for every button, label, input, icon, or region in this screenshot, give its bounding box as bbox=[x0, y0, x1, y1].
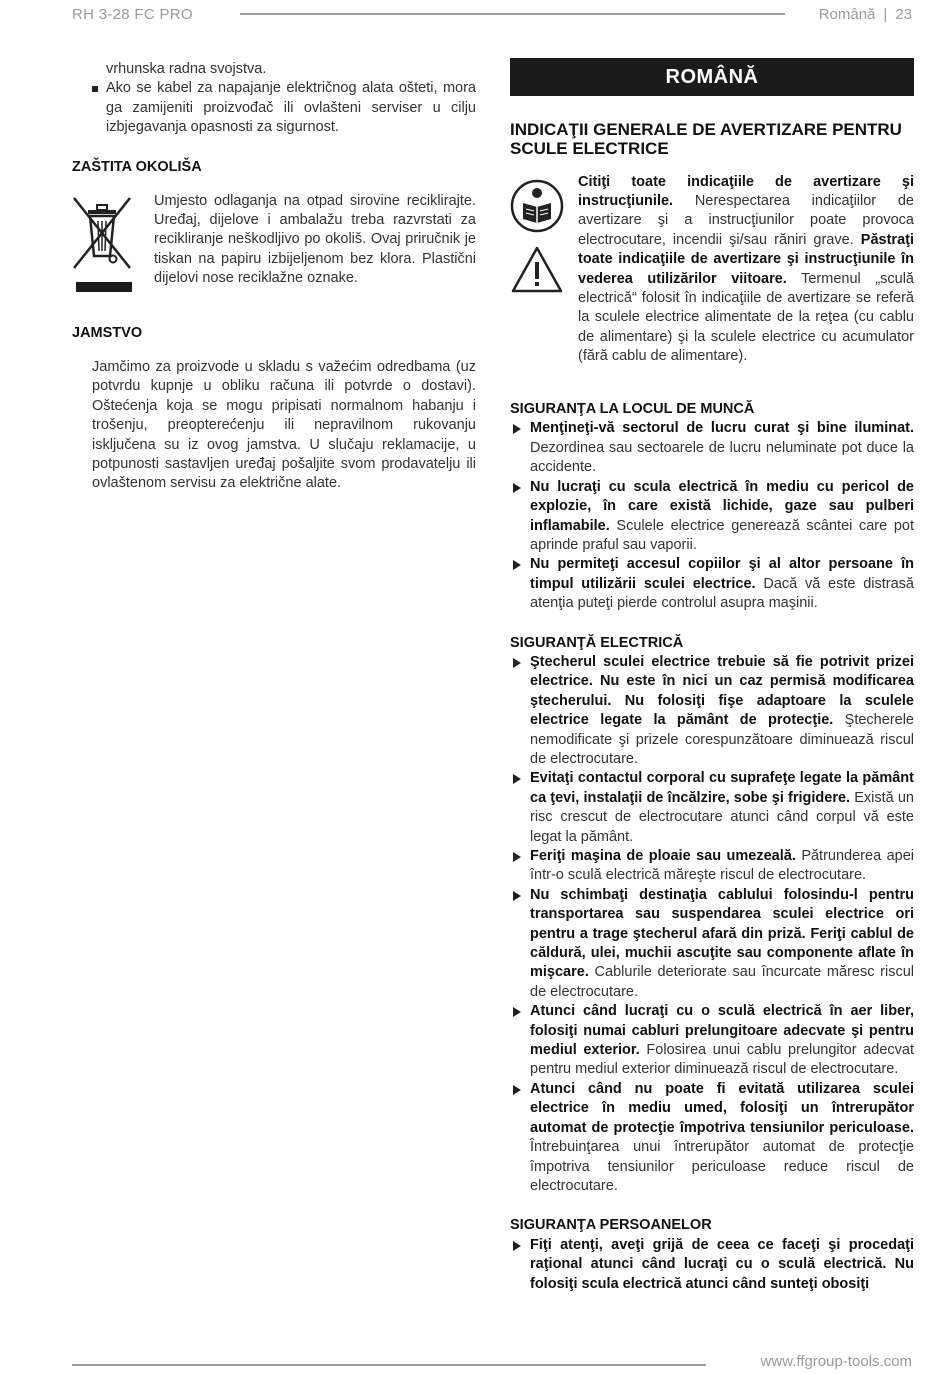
item-text: Dezordinea sau sectoarele de lucru neluminate pot duce la accidente. bbox=[530, 439, 914, 476]
warning-text bbox=[578, 173, 914, 367]
read-manual-icon bbox=[510, 179, 564, 233]
item-bold: Feriţi maşina de ploaie sau umezeală. bbox=[530, 848, 796, 864]
item-bold: Nu permiteţi accesul copiilor şi al altor persoane în timpul utilizării sculei electrice. bbox=[530, 556, 914, 592]
warning-icons bbox=[510, 179, 564, 302]
triangle-bullet-icon bbox=[513, 424, 521, 434]
list-item bbox=[530, 419, 914, 477]
list-item bbox=[106, 79, 476, 137]
item-bold: Evitaţi contactul corporal cu suprafeţe legate la pământ ca ţevi, instalaţii de încălzire, sobe şi frigidere. bbox=[530, 770, 914, 806]
item-text: Ştecherele nemodificate şi prizele corespunzătoare diminuează riscul de electrocutare. bbox=[530, 712, 914, 767]
item-bold: Nu lucraţi cu scula electrică în mediu cu pericol de explozie, în care există lichide, gaze sau pulberi inflamabile. bbox=[530, 478, 914, 534]
triangle-bullet-icon bbox=[513, 891, 521, 901]
right-column bbox=[510, 58, 914, 1294]
general-warning bbox=[510, 173, 914, 367]
env-text: Umjesto odlaganja na otpad sirovine reciklirajte. Uređaj, dijelove i ambalažu treba razvrstati za recikliranje neškodljivo po okoliš. Ovaj priručnik je tiskan na papiru izbijeljenom bez klora. Plastični dijelovi nose reciklažne oznake. bbox=[154, 192, 476, 287]
item-text: Pătrunderea apei într-o sculă electrică măreşte riscul de electrocutare. bbox=[530, 848, 915, 884]
list-item bbox=[530, 1080, 914, 1196]
language-banner: ROMÂNĂ bbox=[510, 58, 914, 96]
triangle-bullet-icon bbox=[513, 1085, 521, 1095]
personal-safety-list bbox=[510, 1236, 914, 1294]
list-item bbox=[530, 555, 914, 613]
square-bullet-icon bbox=[92, 86, 98, 92]
item-bold: Ştecherul sculei electrice trebuie să fie potrivit prizei electrice. Nu este în nici un caz permisă modificarea ştecherului. Nu folosiţi fişe adaptoare la sculele electrice legate la pământ de protecţie. bbox=[530, 653, 914, 729]
item-text: Întrebuinţarea unui întrerupător automat de protecţie împotriva tensiunilor periculoase reduce riscul de electrocutare. bbox=[530, 1139, 914, 1194]
env-title: ZAŠTITA OKOLIŠA bbox=[72, 158, 202, 175]
list-item bbox=[530, 769, 914, 847]
item-text: Sculele electrice generează scântei care pot aprinde praful sau vaporii. bbox=[530, 517, 914, 553]
left-column bbox=[72, 60, 476, 508]
guarantee-text: Jamčimo za proizvode u skladu s važećim odredbama (uz potvrdu kupnje u obliku računa ili potvrde o dostavi). Oštećenja koja se mogu pripisati normalnom habanju i trošenju, preopterećenju ili nepravilnom rukovanju isključena su iz ovog jamstva. U slučaju reklamacije, u potpunosti sastavljen uređaj pošaljite svom prodavatelju ili ovlaštenom servisu za električne alate. bbox=[92, 358, 476, 492]
triangle-bullet-icon bbox=[513, 774, 521, 784]
electrical-safety-title: SIGURANŢĂ ELECTRICĂ bbox=[510, 634, 684, 651]
warning-text-1: Nerespectarea indicaţiilor de avertizare şi a instrucţiunilor poate provoca electrocutare, incendii şi/sau răniri grave. bbox=[578, 192, 914, 248]
item-bold: Nu schimbaţi destinaţia cablului folosindu-l pentru transportarea sau suspendarea sculei electrice ori pentru a trage ştecherul afară din priză. Feriţi cablul de căldură, ulei, muchii ascuţite sau componente aflate în mişcare. bbox=[530, 886, 914, 981]
triangle-bullet-icon bbox=[513, 852, 521, 862]
warning-triangle-icon bbox=[510, 245, 564, 295]
item-bold: Atunci când nu poate fi evitată utilizarea sculei electrice în mediu umed, folosiţi un întrerupător automat de protecţie împotriva tensiunilor periculoase. bbox=[530, 1080, 914, 1136]
personal-safety-title: SIGURANŢA PERSOANELOR bbox=[510, 1217, 712, 1234]
header-model: RH 3-28 FC PRO bbox=[72, 6, 193, 23]
list-item bbox=[530, 653, 914, 769]
weee-bin-icon bbox=[72, 196, 132, 292]
item-text: Există un risc crescut de electrocutare atunci când corpul vă este legat la pământ. bbox=[530, 789, 915, 845]
left-bullet-list bbox=[72, 79, 476, 137]
triangle-bullet-icon bbox=[513, 658, 521, 668]
list-item bbox=[530, 886, 914, 1002]
item-text: Folosirea unui cablu prelungitor adecvat pentru mediul exterior diminuează riscul de electrocutare. bbox=[530, 1042, 914, 1078]
bullet-text: Ako se kabel za napajanje električnog alata ošteti, mora ga zamijeniti proizvođač ili ovlašteni serviser u cilju izbjegavanja opasnosti za sigurnost. bbox=[106, 80, 476, 136]
triangle-bullet-icon bbox=[513, 483, 521, 493]
triangle-bullet-icon bbox=[513, 560, 521, 570]
header-separator: | bbox=[883, 6, 888, 23]
page-number: 23 bbox=[895, 6, 912, 23]
footer-rule bbox=[72, 1364, 706, 1366]
work-safety-list bbox=[510, 419, 914, 613]
env-section bbox=[72, 192, 476, 289]
triangle-bullet-icon bbox=[513, 1241, 521, 1251]
list-item bbox=[530, 478, 914, 556]
intro-line: vrhunska radna svojstva. bbox=[106, 61, 267, 77]
warning-bold-1: Citiţi toate indicaţiile de avertizare şi instrucţiunile. bbox=[578, 173, 914, 209]
header-page-info bbox=[819, 6, 912, 23]
item-bold: Menţineţi-vă sectorul de lucru curat şi bine iluminat. bbox=[530, 420, 914, 437]
guarantee-title: JAMSTVO bbox=[72, 325, 143, 342]
electrical-safety-list bbox=[510, 653, 914, 1196]
triangle-bullet-icon bbox=[513, 1007, 521, 1017]
warning-text-2: Termenul „sculă electrică“ folosit în indicaţiile de avertizare se referă la sculele electrice alimentate de la reţea (cu cablu de alimentare) şi la sculele electrice cu acumulator (fără cablu de alimentare). bbox=[578, 270, 914, 365]
footer-url: www.ffgroup-tools.com bbox=[760, 1353, 912, 1370]
header-language: Română bbox=[818, 6, 876, 23]
work-safety-title: SIGURANŢA LA LOCUL DE MUNCĂ bbox=[510, 401, 755, 418]
item-text: Dacă vă este distrasă atenţia puteţi pierde controlul asupra maşinii. bbox=[530, 575, 914, 612]
list-item bbox=[530, 847, 914, 886]
main-title: INDICAŢII GENERALE DE AVERTIZARE PENTRU SCULE ELECTRICE bbox=[510, 120, 902, 158]
header-rule bbox=[240, 13, 785, 15]
item-bold: Fiţi atenţi, aveţi grijă de ceea ce faceţi şi procedaţi raţional atunci când lucraţi cu o sculă electrică. Nu folosiţi scula electrică atunci când sunteţi obosiţi bbox=[530, 1236, 914, 1292]
item-text: Cablurile deteriorate sau încurcate măresc riscul de electrocutare. bbox=[530, 964, 914, 1000]
list-item bbox=[530, 1002, 914, 1080]
warning-bold-2: Păstraţi toate indicaţiile de avertizare şi instrucţiunile în vederea utilizărilor viitoare. bbox=[578, 231, 914, 287]
list-item bbox=[530, 1236, 914, 1294]
item-bold: Atunci când lucraţi cu o sculă electrică în aer liber, folosiţi numai cabluri prelungitoare adecvate şi pentru mediul exterior. bbox=[530, 1003, 914, 1059]
